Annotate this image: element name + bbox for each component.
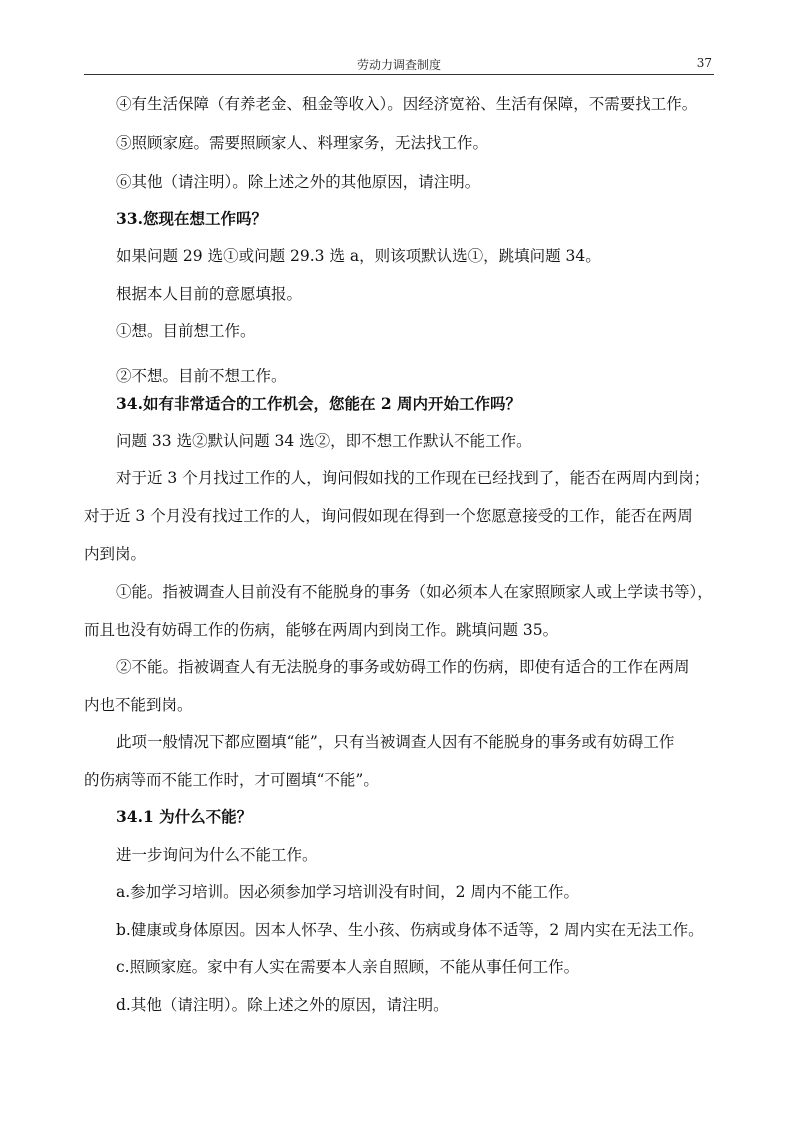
q34-1-option-d: d.其他（请注明）。除上述之外的原因，请注明。 xyxy=(116,996,449,1014)
q33-instruction: 根据本人目前的意愿填报。 xyxy=(116,285,303,303)
q33-option-2: ②不想。目前不想工作。 xyxy=(116,367,287,385)
header-title: 劳动力调查制度 xyxy=(356,58,441,72)
q34-option-2-line-2: 内也不能到岗。 xyxy=(84,696,193,714)
q34-default-rule: 问题 33 选②默认问题 34 选②，即不想工作默认不能工作。 xyxy=(116,432,532,450)
q34-option-2-line-1: ②不能。指被调查人有无法脱身的事务或妨碍工作的伤病，即使有适合的工作在两周 xyxy=(116,658,690,676)
q34-1-option-a: a.参加学习培训。因必须参加学习培训没有时间，2 周内不能工作。 xyxy=(116,883,579,901)
q34-1-instruction: 进一步询问为什么不能工作。 xyxy=(116,846,318,864)
option-6-text: ⑥其他（请注明）。除上述之外的其他原因，请注明。 xyxy=(116,173,481,191)
q34-paragraph-line-3: 内到岗。 xyxy=(84,545,147,563)
page-header xyxy=(84,54,714,75)
q34-1-option-c: c.照顾家庭。家中有人实在需要本人亲自照顾，不能从事任何工作。 xyxy=(116,958,580,976)
question-34-1-heading: 34.1 为什么不能？ xyxy=(116,807,253,826)
q34-paragraph-line-2: 对于近 3 个月没有找过工作的人，询问假如现在得到一个您愿意接受的工作，能否在两周 xyxy=(84,507,693,525)
q34-note-line-1: 此项一般情况下都应圈填“能”，只有当被调查人因有不能脱身的事务或有妨碍工作 xyxy=(116,733,675,751)
q34-paragraph-line-1: 对于近 3 个月找过工作的人，询问假如找的工作现在已经找到了，能否在两周内到岗； xyxy=(116,469,710,487)
page-number: 37 xyxy=(696,56,712,70)
q34-1-option-b: b.健康或身体原因。因本人怀孕、生小孩、伤病或身体不适等，2 周内实在无法工作。 xyxy=(116,921,704,939)
q34-option-1-line-2: 而且也没有妨碍工作的伤病，能够在两周内到岗工作。跳填问题 35。 xyxy=(84,621,559,639)
question-34-heading: 34.如有非常适合的工作机会，您能在 2 周内开始工作吗？ xyxy=(116,394,522,413)
option-4-text: ④有生活保障（有养老金、租金等收入）。因经济宽裕、生活有保障，不需要找工作。 xyxy=(116,95,698,113)
q33-option-1: ①想。目前想工作。 xyxy=(116,322,256,340)
question-33-heading: 33.您现在想工作吗？ xyxy=(116,209,267,228)
q34-note-line-2: 的伤病等而不能工作时，才可圈填“不能”。 xyxy=(84,771,379,789)
q34-option-1-line-1: ①能。指被调查人目前没有不能脱身的事务（如必须本人在家照顾家人或上学读书等）， xyxy=(116,583,713,601)
option-5-text: ⑤照顾家庭。需要照顾家人、料理家务，无法找工作。 xyxy=(116,134,489,152)
q33-default-rule: 如果问题 29 选①或问题 29.3 选 a，则该项默认选①，跳填问题 34。 xyxy=(116,247,601,265)
